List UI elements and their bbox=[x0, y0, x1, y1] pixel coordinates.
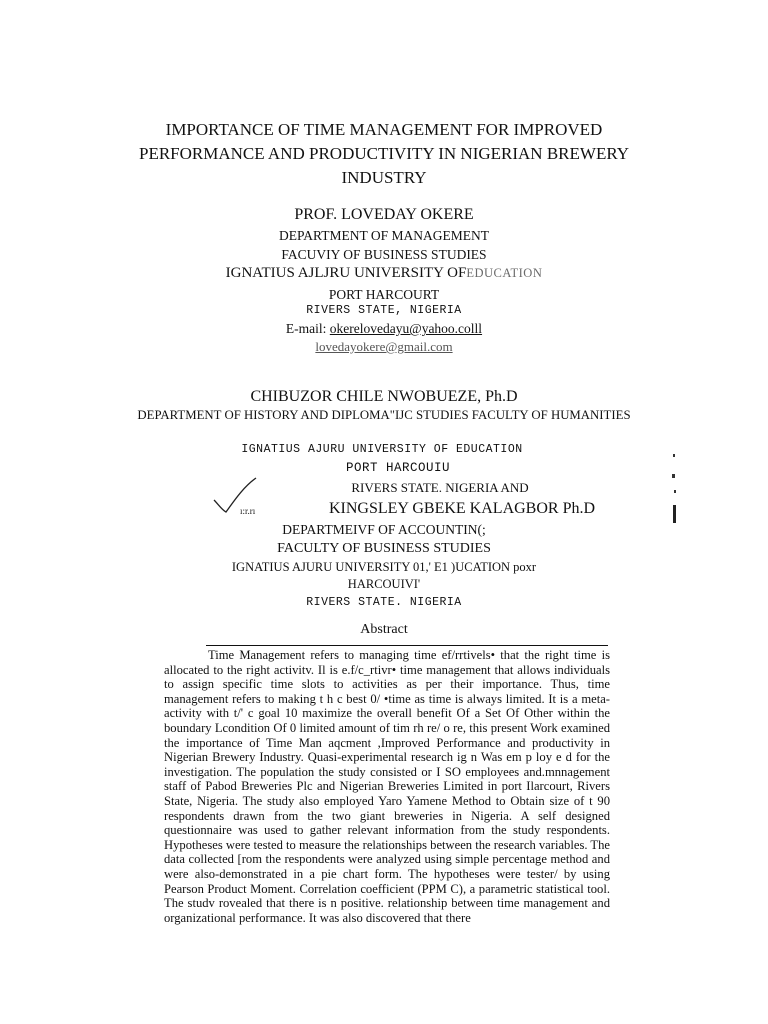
author-3-faculty: FACULTY OF BUSINESS STUDIES bbox=[277, 541, 491, 556]
author-2-state: RIVERS STATE. NIGERIA AND bbox=[351, 480, 529, 495]
author-1-name: PROF. LOVEDAY OKERE bbox=[294, 206, 474, 223]
author-1-department: DEPARTMENT OF MANAGEMENT bbox=[279, 228, 489, 243]
author-1-email bbox=[0, 321, 768, 337]
email-link-2[interactable]: lovedayokere@gmail.com bbox=[315, 339, 453, 354]
abstract-heading: Abstract bbox=[360, 622, 408, 637]
author-1-university-tail: EDUCATION bbox=[466, 266, 543, 280]
email-label: E-mail: bbox=[285, 321, 330, 336]
author-3-state: RIVERS STATE. NIGERIA bbox=[306, 596, 462, 609]
author-3-university: IGNATIUS AJURU UNIVERSITY 01,' E1 )UCATION poxr bbox=[231, 560, 537, 574]
title-line-1: IMPORTANCE OF TIME MANAGEMENT FOR IMPROVED bbox=[165, 120, 603, 139]
author-1-city: PORT HARCOURT bbox=[328, 287, 440, 302]
author-1-faculty: FACUVIY OF BUSINESS STUDIES bbox=[281, 247, 487, 262]
email-link-1[interactable]: okerelovedayu@yahoo.colll bbox=[329, 321, 483, 336]
abstract-body bbox=[164, 648, 610, 925]
author-1-university-name: IGNATIUS AJLJRU UNIVERSITY OF bbox=[225, 265, 467, 281]
abstract-rule bbox=[206, 645, 608, 646]
author-1-university bbox=[0, 265, 768, 282]
title-line-2: PERFORMANCE AND PRODUCTIVITY IN NIGERIAN BREWERY bbox=[138, 144, 630, 163]
author-2-name: CHIBUZOR CHILE NWOBUEZE, Ph.D bbox=[250, 388, 518, 405]
scan-marks bbox=[664, 450, 684, 530]
author-3-department: DEPARTMEIVF OF ACCOUNTIN(; bbox=[282, 522, 486, 537]
author-2-city: PORT HARCOUIU bbox=[345, 461, 451, 475]
author-1-state: RIVERS STATE, NIGERIA bbox=[306, 304, 462, 317]
author-3-city: HARCOUIVI' bbox=[347, 577, 421, 591]
abstract-text: Time Management refers to managing time ef/rrtivels• that the right time is allocated to the right activitv. Il is e.f/c_rtivr• time management that allows individuals to assign specific time slots to activities as per their importance. Thus, time management refers to making t h c best 0/ •time as time is always limited. It is a meta-activity with t/' c goal 10 maximize the overall benefit Of a Set Of Other within the boundary Lcondition Of 0 limited amount of tim rh re/ o re, this present Work examined the importance of Time Man aqcment ,Improved Performance and productivity in Nigerian Brewery Industry. Quasi-experimental research ig n Was em p loy e d for the investigation. The population the study consisted or I SO employees and.mnnagement staff of Pabod Breweries Plc and Nigerian Breweries Limited in port Ilarcourt, Rivers State, Nigeria. The study also employed Yaro Yamene Method to Obtain size of t 90 respondents drawn from the two giant breweries in Nigeria. A self designed questionnaire was used to gather relevant information from the study respondents. Hypotheses were tested to measure the relationships between the research variables. The data collected [rom the respondents were analyzed using simple percentage method and were also-demonstrated in a pie chart form. The hypotheses were tester/ by using Pearson Product Moment. Correlation coefficient (PPM C), a parametric statistical tool. The studv rovealed that there is n positive. relationship between time management and organizational performance. It was also discovered that there bbox=[164, 648, 610, 925]
signature-text: ı:r.rı bbox=[240, 506, 256, 516]
author-3-name: KINGSLEY GBEKE KALAGBOR Ph.D bbox=[328, 500, 596, 517]
author-2-department: DEPARTMENT OF HISTORY AND DIPLOMA"IJC STUDIES FACULTY OF HUMANITIES bbox=[137, 408, 631, 422]
paper-title bbox=[0, 118, 768, 190]
author-1-email-2 bbox=[0, 339, 768, 355]
author-2-university: IGNATIUS AJURU UNIVERSITY OF EDUCATION bbox=[241, 443, 523, 456]
title-line-3: INDUSTRY bbox=[341, 168, 427, 187]
